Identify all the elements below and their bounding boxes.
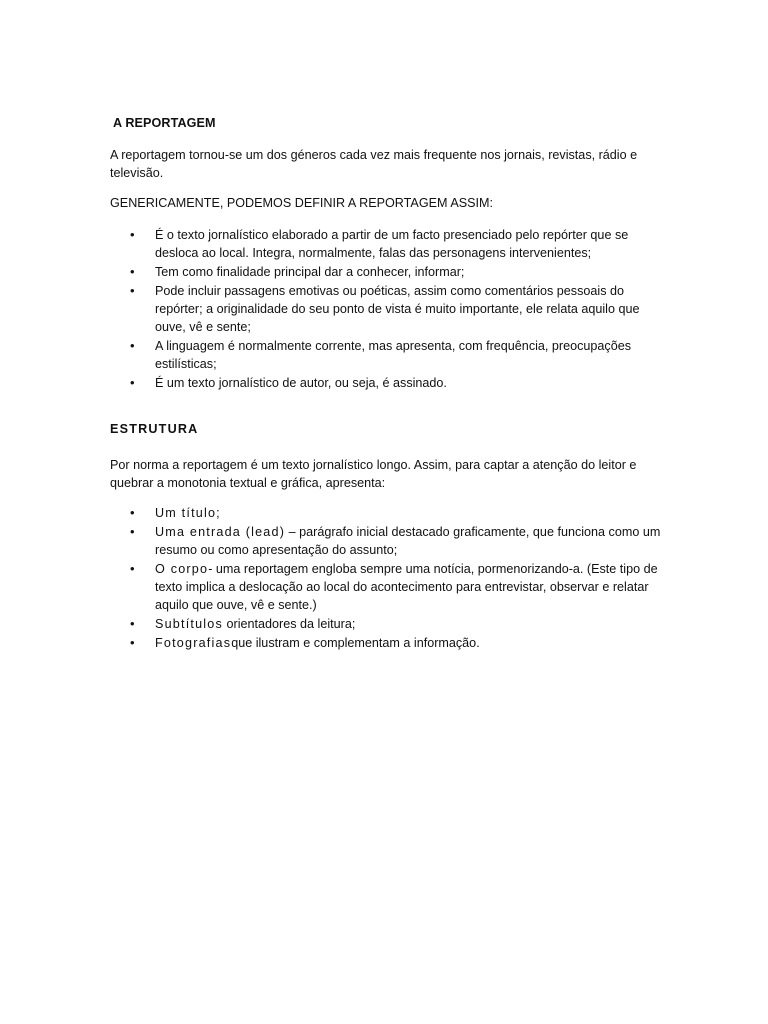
bullet-icon: • [130, 338, 135, 353]
document-title: A REPORTAGEM [113, 116, 216, 130]
structure-list [110, 504, 662, 652]
list-item [110, 504, 662, 522]
bullet-icon: • [130, 227, 135, 242]
bullet-icon: • [130, 524, 135, 539]
list-item [110, 615, 662, 633]
intro-paragraph: A reportagem tornou-se um dos géneros cada vez mais frequente nos jornais, revistas, rádio e televisão. [110, 148, 638, 180]
bullet-icon: • [130, 635, 135, 650]
structure-term: Fotografias [155, 636, 232, 650]
list-item-text: Tem como finalidade principal dar a conhecer, informar; [155, 265, 465, 279]
structure-term: Um título; [155, 506, 221, 520]
list-item [110, 263, 662, 281]
bullet-icon: • [130, 375, 135, 390]
structure-intro: Por norma a reportagem é um texto jornalístico longo. Assim, para captar a atenção do leitor e quebrar a monotonia textual e gráfica, apresenta: [110, 458, 637, 490]
structure-heading: ESTRUTURA [110, 422, 199, 436]
list-item-text: É um texto jornalístico de autor, ou seja, é assinado. [155, 376, 447, 390]
document-page [110, 114, 662, 653]
list-item [110, 634, 662, 652]
structure-description: – parágrafo inicial destacado graficamente, que funciona como um resumo ou como apresentação do assunto; [155, 525, 661, 557]
structure-term: Subtítulos [155, 617, 224, 631]
list-item [110, 226, 662, 262]
bullet-icon: • [130, 283, 135, 298]
bullet-icon: • [130, 505, 135, 520]
bullet-icon: • [130, 561, 135, 576]
definition-heading: GENERICAMENTE, PODEMOS DEFINIR A REPORTAGEM ASSIM: [110, 196, 494, 210]
definition-list [110, 226, 662, 392]
structure-description: que ilustram e complementam a informação. [231, 636, 480, 650]
structure-description: orientadores da leitura; [223, 617, 356, 631]
list-item-text: É o texto jornalístico elaborado a partir de um facto presenciado pelo repórter que se desloca ao local. Integra, normalmente, falas das personagens intervenientes; [155, 228, 629, 260]
structure-term: O corpo [155, 562, 209, 576]
structure-term: Uma entrada (lead) [155, 525, 286, 539]
bullet-icon: • [130, 264, 135, 279]
list-item [110, 523, 662, 559]
structure-description: - uma reportagem engloba sempre uma notícia, pormenorizando-a. (Este tipo de texto implica a deslocação ao local do acontecimento para entrevistar, observar e relatar aquilo que ouve, vê e sente.) [155, 562, 658, 612]
list-item [110, 282, 662, 336]
list-item [110, 560, 662, 614]
bullet-icon: • [130, 616, 135, 631]
list-item [110, 374, 662, 392]
list-item-text: Pode incluir passagens emotivas ou poéticas, assim como comentários pessoais do repórter; a originalidade do seu ponto de vista é muito importante, ele relata aquilo que ouve, vê e sente; [155, 284, 640, 334]
list-item [110, 337, 662, 373]
list-item-text: A linguagem é normalmente corrente, mas apresenta, com frequência, preocupações estilísticas; [155, 339, 632, 371]
